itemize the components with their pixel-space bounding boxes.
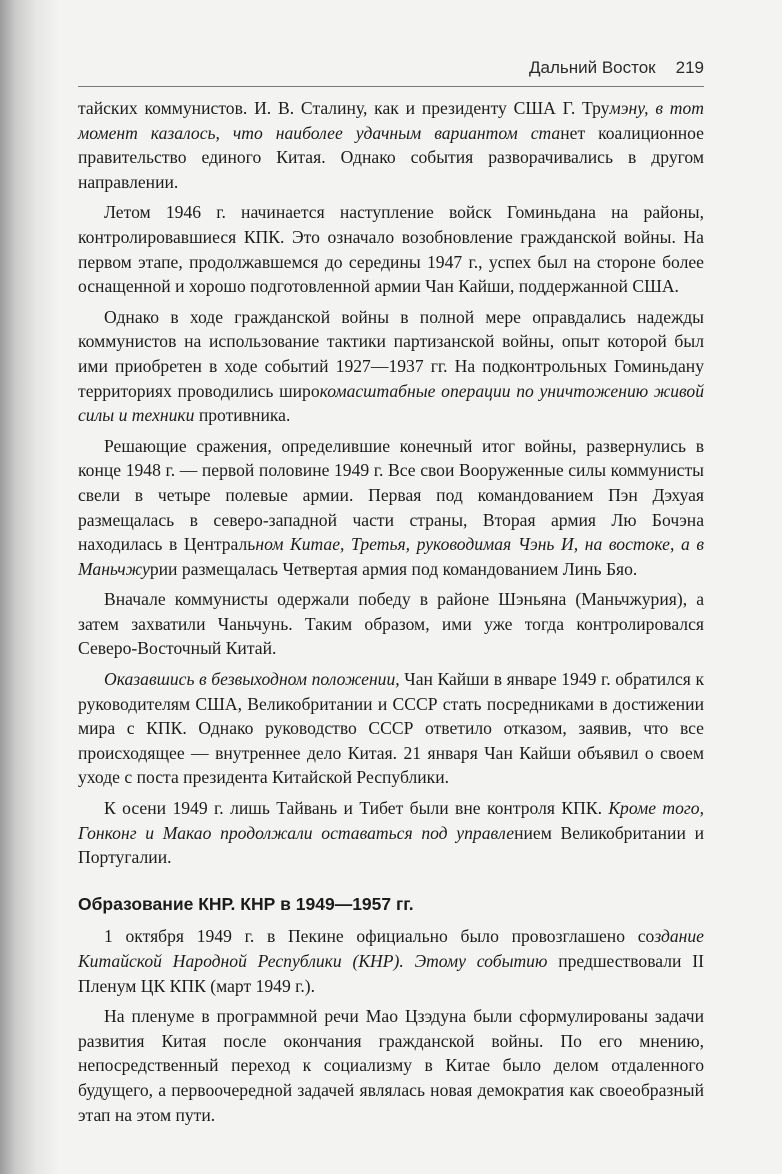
- paragraph: [78, 1004, 704, 1127]
- italic-run: комасштабные операции по уничтожению живой силы и техники: [78, 380, 704, 426]
- italic-run: мэну, в тот момент казалось, что наиболее удачным вариантом ста: [78, 98, 704, 143]
- paragraph: [78, 667, 704, 790]
- text-run: На пленуме в программной речи Мао Цзэдуна были сформулированы задачи развития Китая после окончания гражданской войны. По его мнению, непосредственный переход к социализму в Китае было делом отдаленного будущего, а первоочередной задачей являлась новая демократия как своеобразный этап на этом пути.: [78, 1006, 704, 1125]
- paragraphs-after-heading: [78, 924, 704, 1127]
- book-page: [78, 0, 704, 1174]
- paragraph: [78, 200, 704, 298]
- section-heading: Образование КНР. КНР в 1949—1957 гг.: [78, 893, 414, 914]
- italic-run: здание Китайской Народной Республики (КНР). Этому событию: [78, 926, 704, 971]
- text-run: К осени 1949 г. лишь Тайвань и Тибет были вне контроля КПК.: [104, 798, 609, 819]
- text-run: тайских коммунистов. И. В. Сталину, как и президенту США Г. Тру: [78, 98, 610, 118]
- text-run: нет коалиционное правительство единого Китая. Однако события разворачивались в другом направлении.: [78, 122, 704, 192]
- body-text: [78, 96, 704, 1133]
- paragraph: [78, 587, 704, 661]
- paragraphs-before-heading: [78, 96, 704, 870]
- italic-run: ном Китае, Третья, руководимая Чэнь И, на востоке, а в Маньчжу: [78, 534, 705, 579]
- text-run: Чан Кайши в январе 1949 г. обратился к руководителям США, Великобритании и СССР стать посредниками в достижении мира с КПК. Однако руководство СССР ответило отказом, заявив, что все происходящее — внутреннее дело Китая. 21 января Чан Кайши объявил о своем уходе с поста президента Китайской Республики.: [78, 669, 704, 788]
- paragraph: [78, 924, 704, 998]
- paragraph: [78, 796, 704, 870]
- running-head: [529, 58, 704, 78]
- text-run: противника.: [194, 405, 291, 426]
- running-head-section: Дальний Восток: [528, 58, 656, 77]
- text-run: 1 октября 1949 г. в Пекине официально было провозглашено со: [104, 926, 655, 947]
- italic-run: Кроме того, Гонконг и Макао продолжали оставаться под управле: [78, 798, 704, 843]
- text-run: предшествовали II Пленум ЦК КПК (март 1949 г.).: [78, 951, 704, 996]
- italic-run: Оказавшись в безвыходном положении,: [104, 669, 400, 690]
- text-run: Однако в ходе гражданской войны в полной мере оправдались надежды коммунистов на использование тактики партизанской войны, опыт которой был ими приобретен в ходе событий 1927—1937 гг. На подконтрольных Гоминьдану территориях проводились широ: [78, 306, 704, 401]
- paragraph: [78, 305, 704, 428]
- text-run: Летом 1946 г. начинается наступление войск Гоминьдана на районы, контролировавшиеся КПК. Это означало возобновление гражданской войны. На первом этапе, продолжавшемся до середины 1947 г., успех был на стороне более оснащенной и хорошо подготовленной армии Чан Кайши, поддержанной США.: [78, 202, 704, 297]
- text-run: рии размещалась Четвертая армия под командованием Линь Бяо.: [149, 558, 638, 579]
- scan-binding-shadow: [0, 0, 60, 1174]
- paragraph: [78, 434, 704, 582]
- header-rule: [78, 86, 704, 87]
- text-run: нием Великобритании и Португалии.: [78, 822, 704, 868]
- page-number: 219: [675, 58, 704, 77]
- text-run: Решающие сражения, определившие конечный итог войны, развернулись в конце 1948 г. — первой половине 1949 г. Все свои Вооруженные силы коммунисты свели в четыре полевые армии. Первая под командованием Пэн Дэхуая размещалась в северо-западной части страны, Вторая армия Лю Бочэна находилась в Централь: [78, 435, 704, 555]
- text-run: Вначале коммунисты одержали победу в районе Шэньяна (Маньчжурия), а затем захватили Чаньчунь. Таким образом, ими уже тогда контролировался Северо-Восточный Китай.: [78, 589, 704, 659]
- paragraph: [78, 96, 704, 194]
